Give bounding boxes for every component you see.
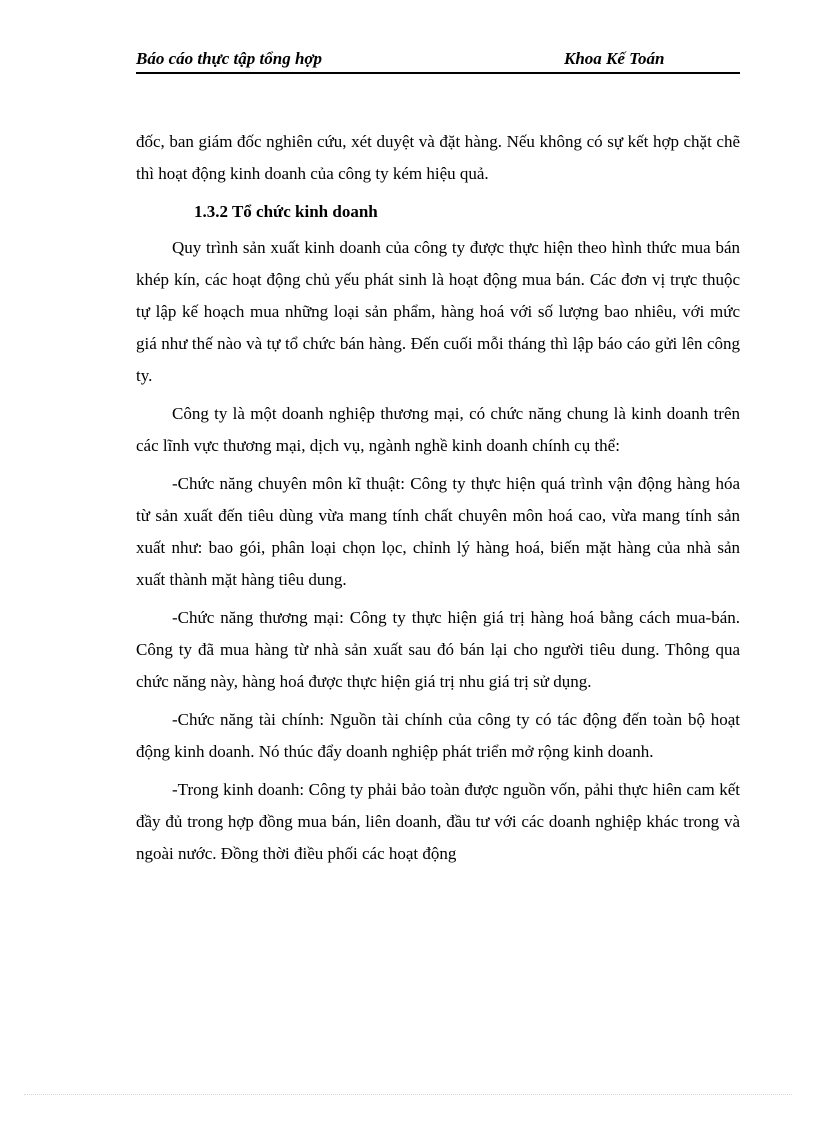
paragraph-company-overview: Công ty là một doanh nghiệp thương mại, có chức năng chung là kinh doanh trên các lĩnh vực thương mại, dịch vụ, ngành nghề kinh doanh chính cụ thể: <box>136 404 740 455</box>
header-department: Khoa Kế Toán <box>564 49 665 68</box>
paragraph-business-duty: -Trong kinh doanh: Công ty phải bảo toàn được nguồn vốn, pảhi thực hiên cam kết đầy đủ trong hợp đồng mua bán, liên doanh, đầu tư với các doanh nghiệp khác trong và ngoài nước. Đồng thời điều phối các hoạt động <box>136 780 740 863</box>
paragraph-trade-function: -Chức năng thương mại: Công ty thực hiện giá trị hàng hoá bằng cách mua-bán. Công ty đã mua hàng từ nhà sản xuất sau đó bán lại cho người tiêu dung. Thông qua chức năng này, hàng hoá được thực hiện giá trị nhu giá trị sử dụng. <box>136 608 740 691</box>
section-heading: 1.3.2 Tổ chức kinh doanh <box>194 202 378 221</box>
paragraph-business-process: Quy trình sản xuất kinh doanh của công ty được thực hiện theo hình thức mua bán khép kín, các hoạt động chủ yếu phát sinh là hoạt động mua bán. Các đơn vị trực thuộc tự lập kế hoạch mua những loại sản phẩm, hàng hoá với số lượng bao nhiêu, với mức giá như thế nào và tự tổ chức bán hàng. Đến cuối mỗi tháng thì lập báo cáo gửi lên công ty. <box>136 238 740 385</box>
paragraph-technical-function: -Chức năng chuyên môn kĩ thuật: Công ty thực hiện quá trình vận động hàng hóa từ sản xuất đến tiêu dùng vừa mang tính chất chuyên môn hoá cao, vừa mang tính sản xuất như: bao gói, phân loại chọn lọc, chỉnh lý hàng hoá, biến mặt hàng của nhà sản xuất thành mặt hàng tiêu dung. <box>136 474 740 589</box>
page-header <box>136 48 740 74</box>
paragraph-finance-function: -Chức năng tài chính: Nguồn tài chính của công ty có tác động đến toàn bộ hoạt động kinh doanh. Nó thúc đẩy doanh nghiệp phát triển mở rộng kinh doanh. <box>136 710 740 761</box>
paragraph-continued: đốc, ban giám đốc nghiên cứu, xét duyệt và đặt hàng. Nếu không có sự kết hợp chặt chẽ thì hoạt động kinh doanh của công ty kém hiệu quả. <box>136 132 740 183</box>
document-body <box>136 126 740 876</box>
page-bottom-divider <box>24 1094 792 1095</box>
header-report-title: Báo cáo thực tập tổng hợp <box>136 49 323 68</box>
